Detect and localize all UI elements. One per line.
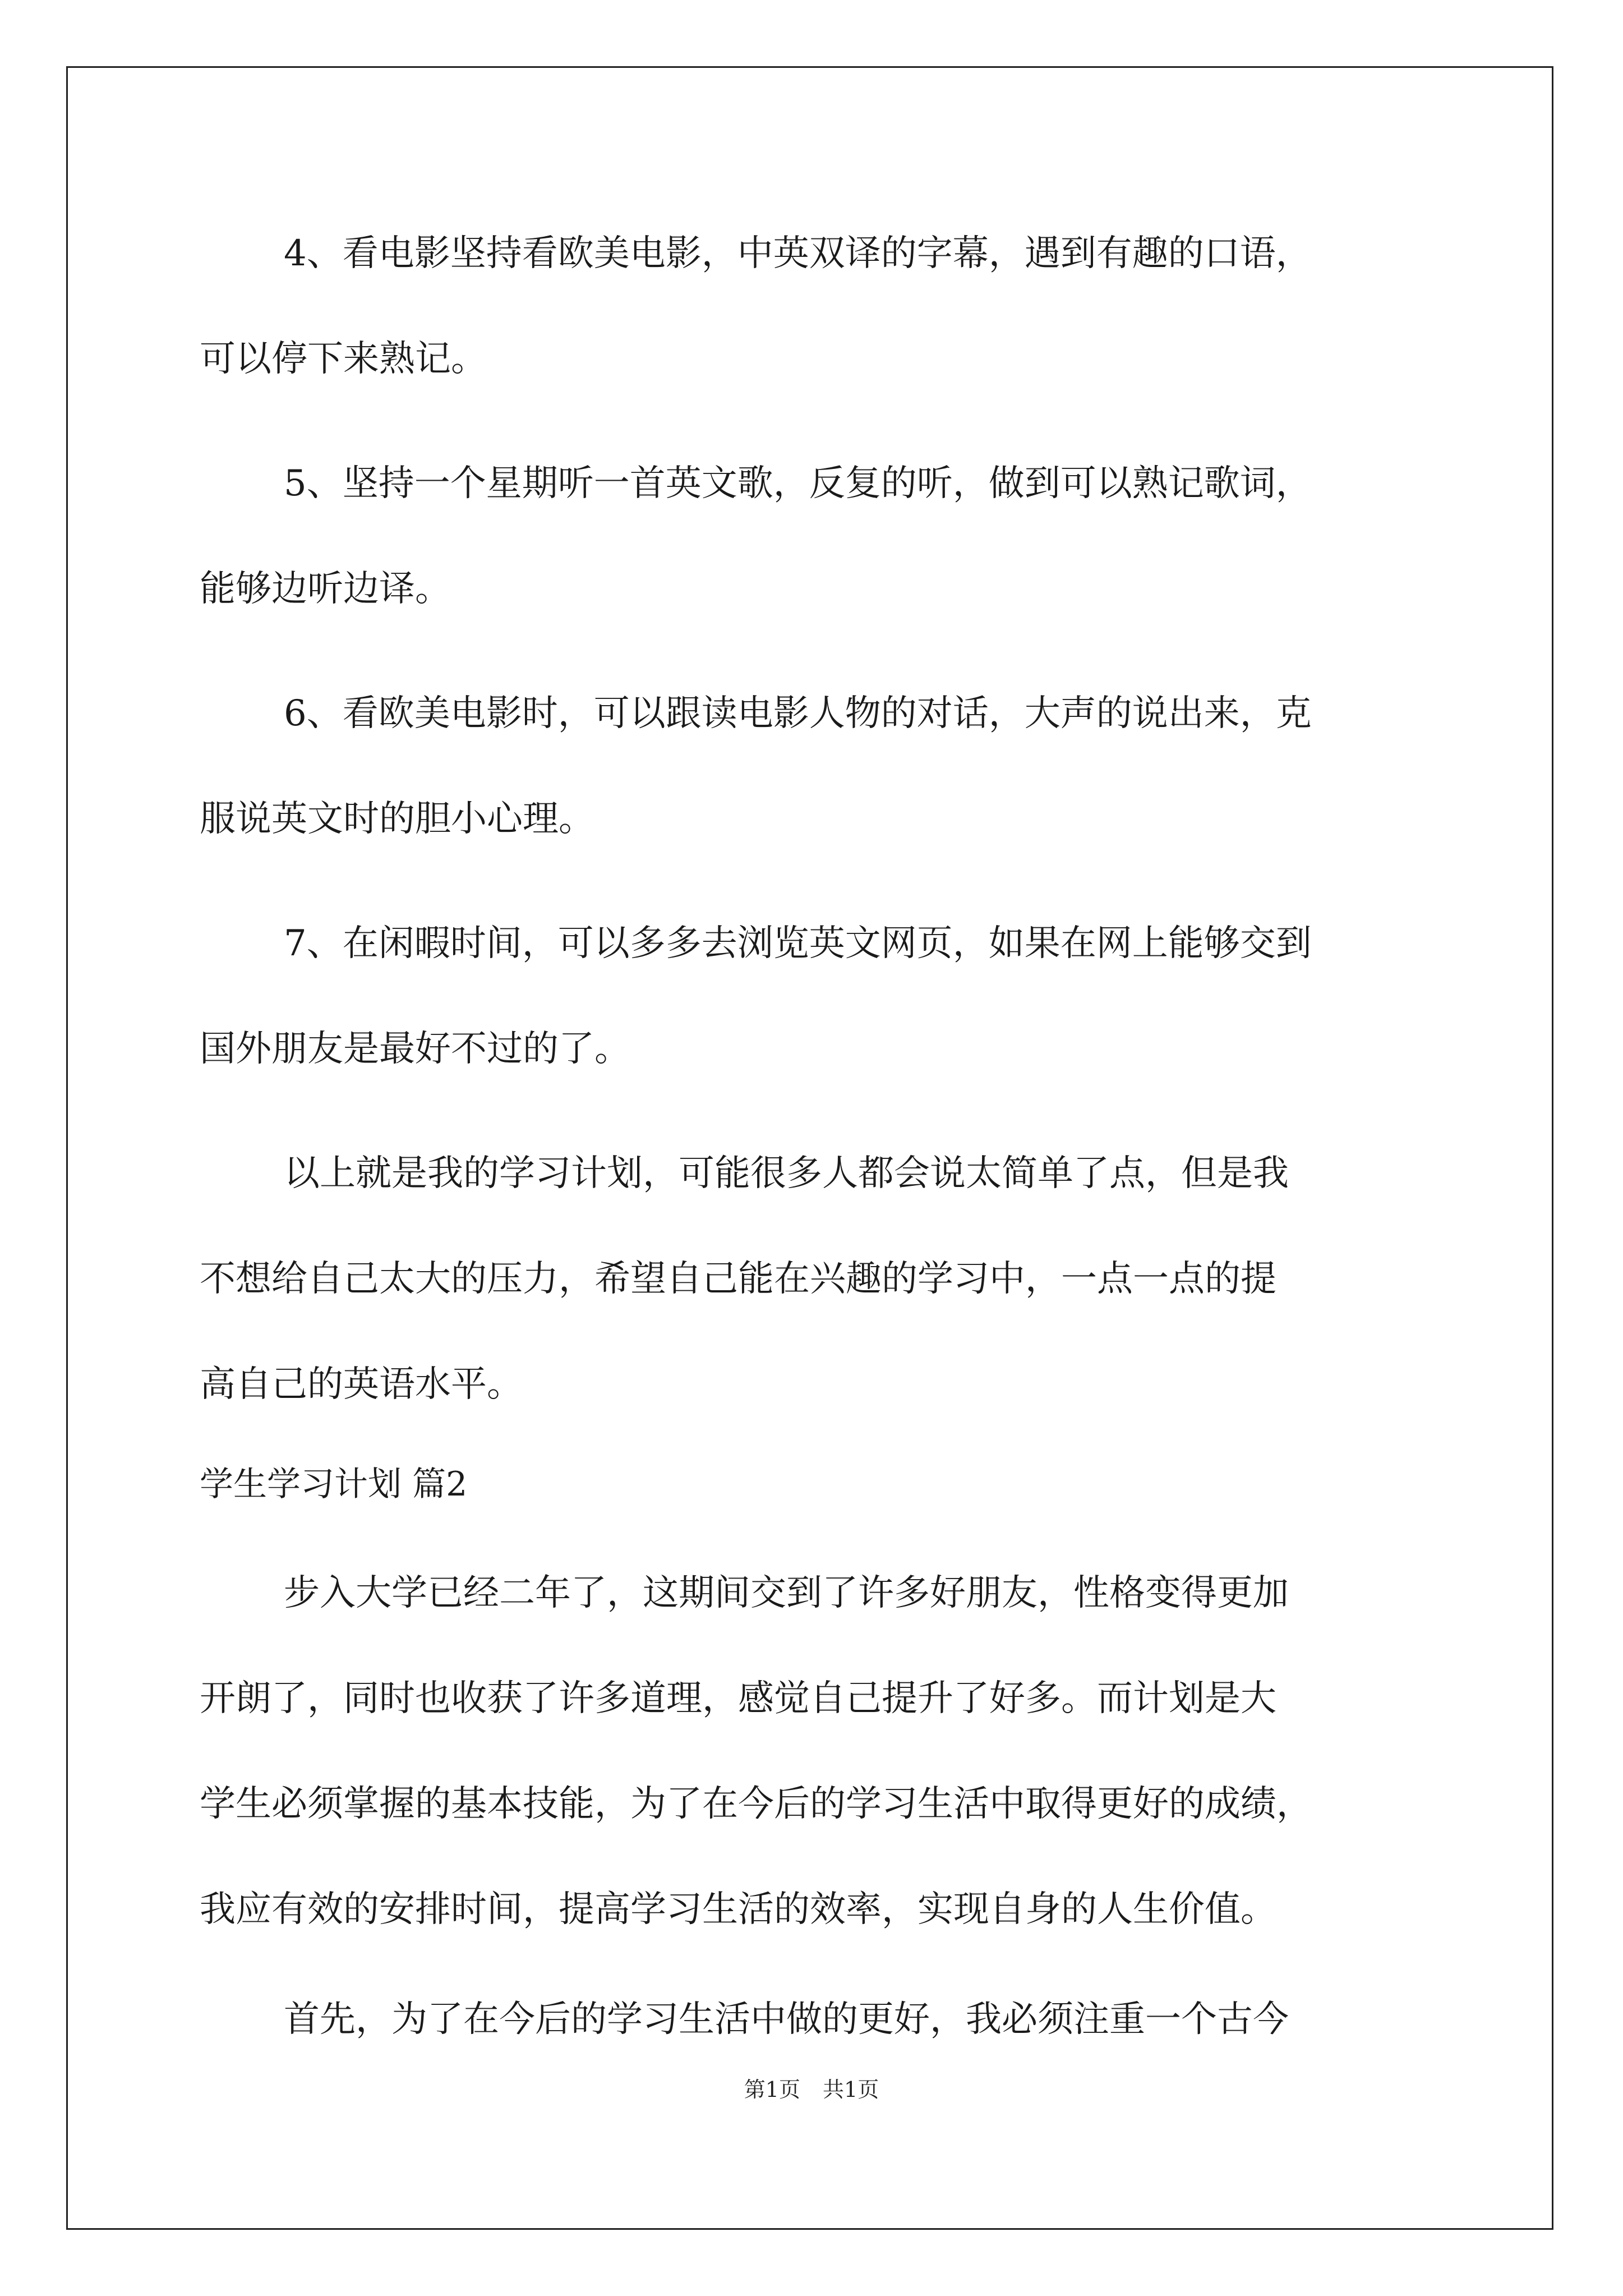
paragraph-line: 不想给自己太大的压力，希望自己能在兴趣的学习中，一点一点的提 — [200, 1258, 1276, 1300]
paragraph-line: 能够边听边译。 — [200, 568, 451, 610]
paragraph-line: 4、看电影坚持看欧美电影，中英双译的字幕，遇到有趣的口语， — [284, 233, 1312, 274]
page-footer — [0, 2076, 1623, 2104]
paragraph-line: 可以停下来熟记。 — [200, 338, 487, 380]
paragraph-line: 以上就是我的学习计划，可能很多人都会说太简单了点，但是我 — [284, 1153, 1289, 1194]
paragraph-line: 国外朋友是最好不过的了。 — [200, 1028, 630, 1070]
paragraph-line: 服说英文时的胆小心理。 — [200, 798, 594, 840]
paragraph-line: 我应有效的安排时间，提高学习生活的效率，实现自身的人生价值。 — [200, 1889, 1276, 1930]
paragraph-line: 步入大学已经二年了，这期间交到了许多好朋友，性格变得更加 — [284, 1572, 1289, 1614]
paragraph-line: 开朗了，同时也收获了许多道理，感觉自己提升了好多。而计划是大 — [200, 1678, 1276, 1719]
paragraph-line: 5、坚持一个星期听一首英文歌，反复的听，做到可以熟记歌词， — [284, 463, 1312, 504]
page-total: 共1页 — [823, 2077, 879, 2102]
section-heading: 学生学习计划 篇2 — [200, 1465, 468, 1504]
paragraph-line: 6、看欧美电影时，可以跟读电影人物的对话，大声的说出来，克 — [284, 693, 1312, 734]
paragraph-line: 首先，为了在今后的学习生活中做的更好，我必须注重一个古今 — [284, 1999, 1289, 2040]
paragraph-line: 高自己的英语水平。 — [200, 1364, 523, 1405]
paragraph-line: 学生必须掌握的基本技能，为了在今后的学习生活中取得更好的成绩， — [200, 1783, 1312, 1825]
page-number: 第1页 — [744, 2077, 800, 2102]
paragraph-line: 7、在闲暇时间，可以多多去浏览英文网页，如果在网上能够交到 — [284, 923, 1312, 964]
